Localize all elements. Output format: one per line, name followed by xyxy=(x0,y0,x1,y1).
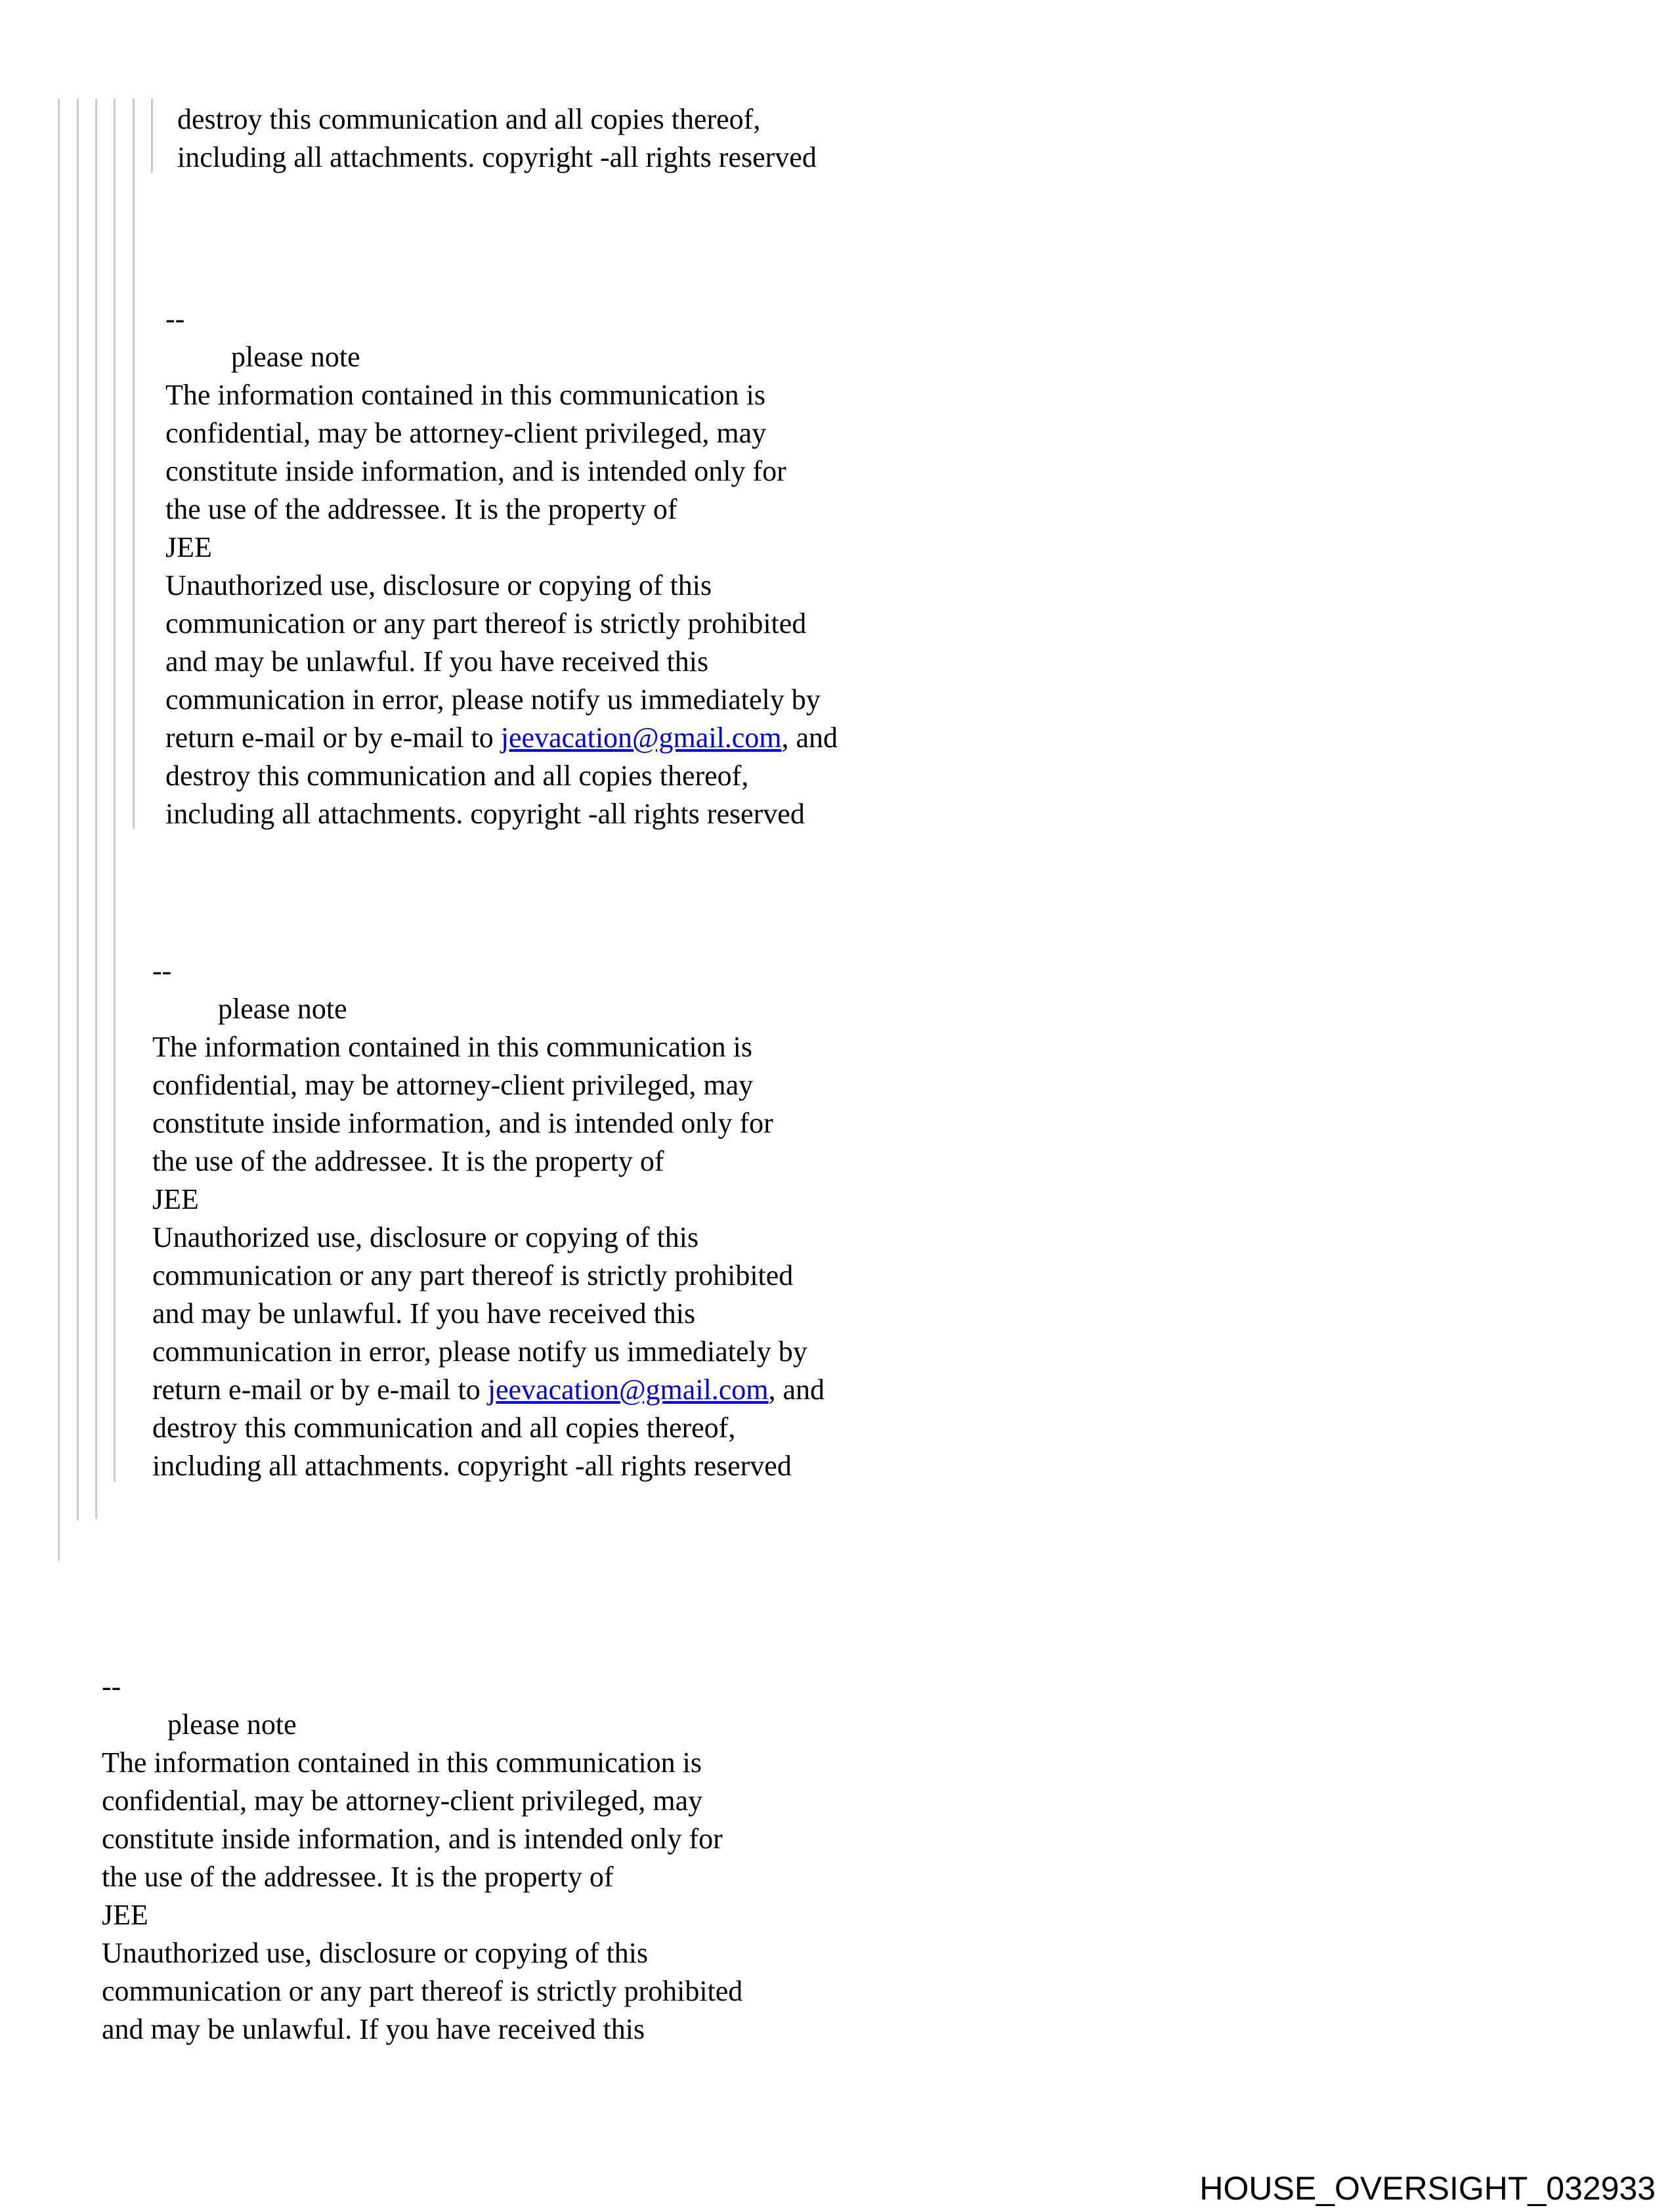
text-line: please note xyxy=(231,341,360,373)
text-line: destroy this communication and all copies thereof, xyxy=(177,103,761,135)
text-segment: , and xyxy=(781,722,838,754)
text-segment: return e-mail or by e-mail to xyxy=(152,1374,488,1406)
text-line: -- xyxy=(152,955,172,987)
text-line xyxy=(165,719,838,757)
quoted-fragment-level-6 xyxy=(177,100,817,177)
text-line: communication or any part thereof is strictly prohibited xyxy=(165,607,807,640)
text-line: confidential, may be attorney-client privileged, may xyxy=(165,417,767,449)
text-segment: return e-mail or by e-mail to xyxy=(165,722,501,754)
text-line: Unauthorized use, disclosure or copying of this xyxy=(165,569,712,601)
text-line: -- xyxy=(102,1670,121,1702)
quoted-disclaimer-level-4 xyxy=(152,952,825,1485)
text-line: the use of the addressee. It is the property of xyxy=(102,1861,614,1893)
quote-bar xyxy=(77,98,79,1521)
bates-number: HOUSE_OVERSIGHT_032933 xyxy=(1199,2170,1656,2207)
text-line: Unauthorized use, disclosure or copying of this xyxy=(152,1221,699,1253)
email-link[interactable]: jeevacation@gmail.com xyxy=(487,1374,769,1406)
quote-bar xyxy=(151,98,153,173)
text-line: The information contained in this communication is xyxy=(102,1746,702,1779)
text-line: including all attachments. copyright -all rights reserved xyxy=(165,798,805,830)
text-line: -- xyxy=(165,303,185,335)
text-line: and may be unlawful. If you have received this xyxy=(165,645,709,678)
disclaimer-truncated xyxy=(102,1668,742,2049)
text-line: communication in error, please notify us immediately by xyxy=(152,1335,807,1368)
text-line: JEE xyxy=(102,1899,148,1931)
text-line: please note xyxy=(167,1708,297,1741)
text-line: Unauthorized use, disclosure or copying of this xyxy=(102,1937,649,1969)
text-line xyxy=(152,1371,825,1409)
text-line: confidential, may be attorney-client privileged, may xyxy=(102,1785,703,1817)
text-line: JEE xyxy=(165,531,212,563)
text-line: constitute inside information, and is intended only for xyxy=(102,1823,723,1855)
text-line: destroy this communication and all copies thereof, xyxy=(152,1412,736,1444)
text-line: including all attachments. copyright -all rights reserved xyxy=(152,1450,792,1482)
quote-bar xyxy=(95,98,97,1519)
quote-bar xyxy=(58,98,60,1561)
text-line: communication or any part thereof is strictly prohibited xyxy=(102,1975,743,2007)
text-line: the use of the addressee. It is the property of xyxy=(152,1145,664,1177)
text-line: communication or any part thereof is strictly prohibited xyxy=(152,1259,794,1291)
text-line: The information contained in this communication is xyxy=(165,379,766,411)
text-line: confidential, may be attorney-client privileged, may xyxy=(152,1069,754,1101)
text-line: please note xyxy=(218,993,347,1025)
text-line: JEE xyxy=(152,1183,199,1215)
quoted-disclaimer-level-5 xyxy=(165,300,838,833)
text-line: destroy this communication and all copies thereof, xyxy=(165,760,749,792)
text-line: The information contained in this communication is xyxy=(152,1031,753,1063)
text-line: and may be unlawful. If you have received this xyxy=(152,1297,696,1330)
text-line: including all attachments. copyright -all rights reserved xyxy=(177,141,817,173)
quote-bar xyxy=(114,98,116,1482)
text-line: constitute inside information, and is intended only for xyxy=(152,1107,773,1139)
text-line: and may be unlawful. If you have received this xyxy=(102,2013,645,2045)
text-line: constitute inside information, and is intended only for xyxy=(165,455,786,487)
text-segment: , and xyxy=(768,1374,825,1406)
text-line: communication in error, please notify us immediately by xyxy=(165,683,821,716)
quote-bar xyxy=(133,98,135,829)
text-line: the use of the addressee. It is the property of xyxy=(165,493,677,525)
email-link[interactable]: jeevacation@gmail.com xyxy=(500,722,782,754)
